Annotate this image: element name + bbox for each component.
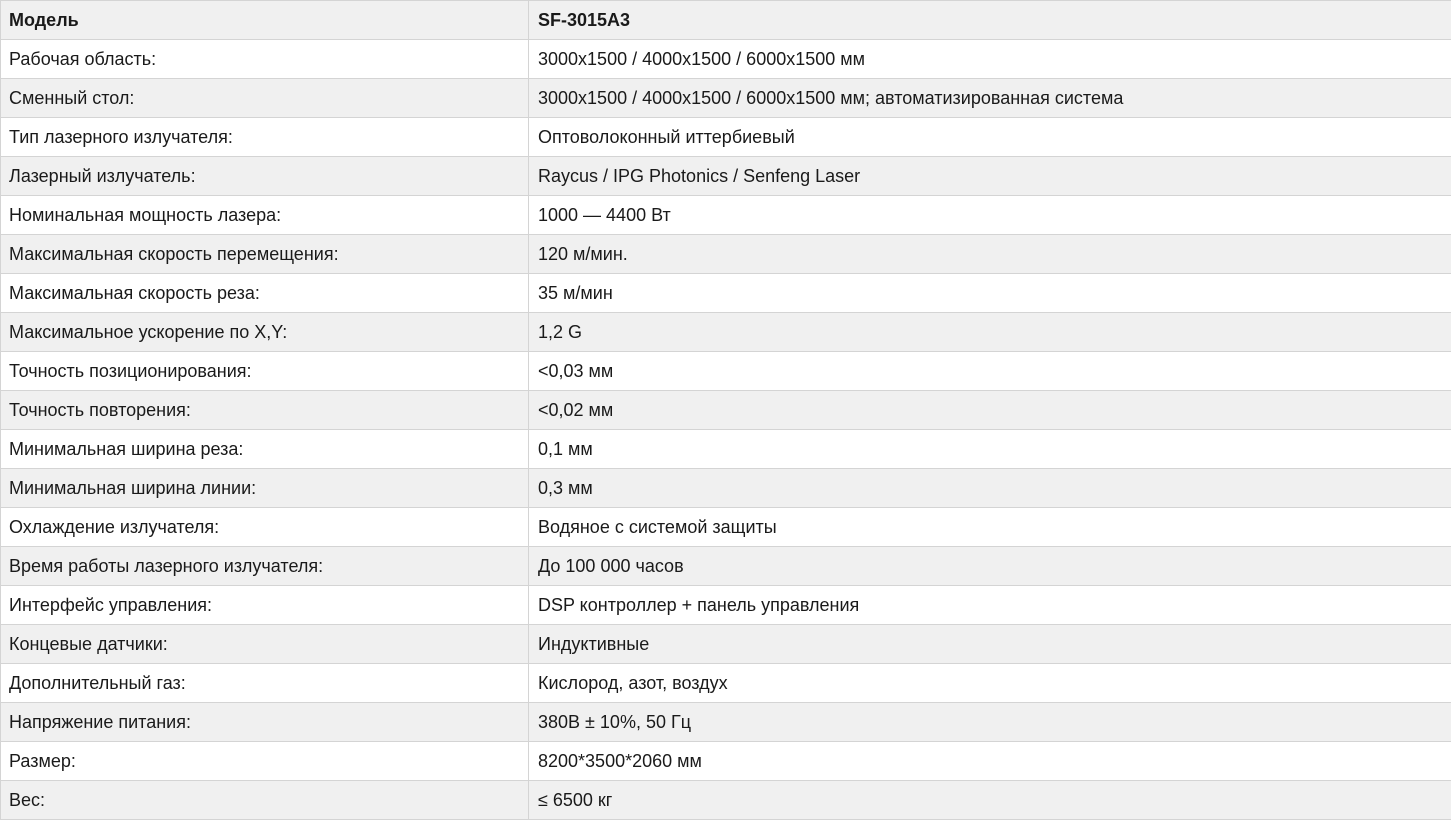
- table-row: [1, 196, 1451, 235]
- row-value: 3000x1500 / 4000x1500 / 6000x1500 мм: [529, 40, 1451, 79]
- table-row: [1, 235, 1451, 274]
- row-value: <0,02 мм: [529, 391, 1451, 430]
- row-value: ≤ 6500 кг: [529, 781, 1451, 820]
- spec-table-body: [1, 1, 1451, 820]
- row-label: Сменный стол:: [1, 79, 529, 118]
- row-label: Размер:: [1, 742, 529, 781]
- row-label: Дополнительный газ:: [1, 664, 529, 703]
- table-row: [1, 430, 1451, 469]
- row-value: Raycus / IPG Photonics / Senfeng Laser: [529, 157, 1451, 196]
- row-label: Тип лазерного излучателя:: [1, 118, 529, 157]
- row-value: 1,2 G: [529, 313, 1451, 352]
- row-value: Оптоволоконный иттербиевый: [529, 118, 1451, 157]
- row-label: Минимальная ширина реза:: [1, 430, 529, 469]
- table-row: [1, 313, 1451, 352]
- table-row: [1, 352, 1451, 391]
- row-label: Точность позиционирования:: [1, 352, 529, 391]
- row-value: 0,3 мм: [529, 469, 1451, 508]
- row-value: Водяное с системой защиты: [529, 508, 1451, 547]
- table-row: [1, 508, 1451, 547]
- row-label: Концевые датчики:: [1, 625, 529, 664]
- row-value: 1000 — 4400 Вт: [529, 196, 1451, 235]
- table-row: [1, 274, 1451, 313]
- row-value: 0,1 мм: [529, 430, 1451, 469]
- table-row: [1, 469, 1451, 508]
- header-value-cell: SF-3015A3: [529, 1, 1451, 40]
- row-label: Минимальная ширина линии:: [1, 469, 529, 508]
- table-row: [1, 79, 1451, 118]
- row-label: Максимальная скорость реза:: [1, 274, 529, 313]
- row-label: Точность повторения:: [1, 391, 529, 430]
- table-row: [1, 118, 1451, 157]
- table-row: [1, 742, 1451, 781]
- row-value: 3000x1500 / 4000x1500 / 6000x1500 мм; автоматизированная система: [529, 79, 1451, 118]
- table-row: [1, 703, 1451, 742]
- table-row: [1, 391, 1451, 430]
- row-label: Интерфейс управления:: [1, 586, 529, 625]
- table-row: [1, 157, 1451, 196]
- row-value: 380В ± 10%, 50 Гц: [529, 703, 1451, 742]
- table-row: [1, 40, 1451, 79]
- row-label: Время работы лазерного излучателя:: [1, 547, 529, 586]
- row-value: До 100 000 часов: [529, 547, 1451, 586]
- table-row: [1, 664, 1451, 703]
- row-label: Охлаждение излучателя:: [1, 508, 529, 547]
- row-value: DSP контроллер + панель управления: [529, 586, 1451, 625]
- row-label: Рабочая область:: [1, 40, 529, 79]
- header-label-cell: Модель: [1, 1, 529, 40]
- row-value: <0,03 мм: [529, 352, 1451, 391]
- row-value: 120 м/мин.: [529, 235, 1451, 274]
- row-label: Номинальная мощность лазера:: [1, 196, 529, 235]
- row-value: Индуктивные: [529, 625, 1451, 664]
- row-label: Вес:: [1, 781, 529, 820]
- row-label: Максимальная скорость перемещения:: [1, 235, 529, 274]
- table-row: [1, 586, 1451, 625]
- row-value: 8200*3500*2060 мм: [529, 742, 1451, 781]
- row-value: Кислород, азот, воздух: [529, 664, 1451, 703]
- table-header-row: [1, 1, 1451, 40]
- table-row: [1, 547, 1451, 586]
- row-label: Напряжение питания:: [1, 703, 529, 742]
- row-label: Лазерный излучатель:: [1, 157, 529, 196]
- row-label: Максимальное ускорение по X,Y:: [1, 313, 529, 352]
- row-value: 35 м/мин: [529, 274, 1451, 313]
- table-row: [1, 625, 1451, 664]
- table-row: [1, 781, 1451, 820]
